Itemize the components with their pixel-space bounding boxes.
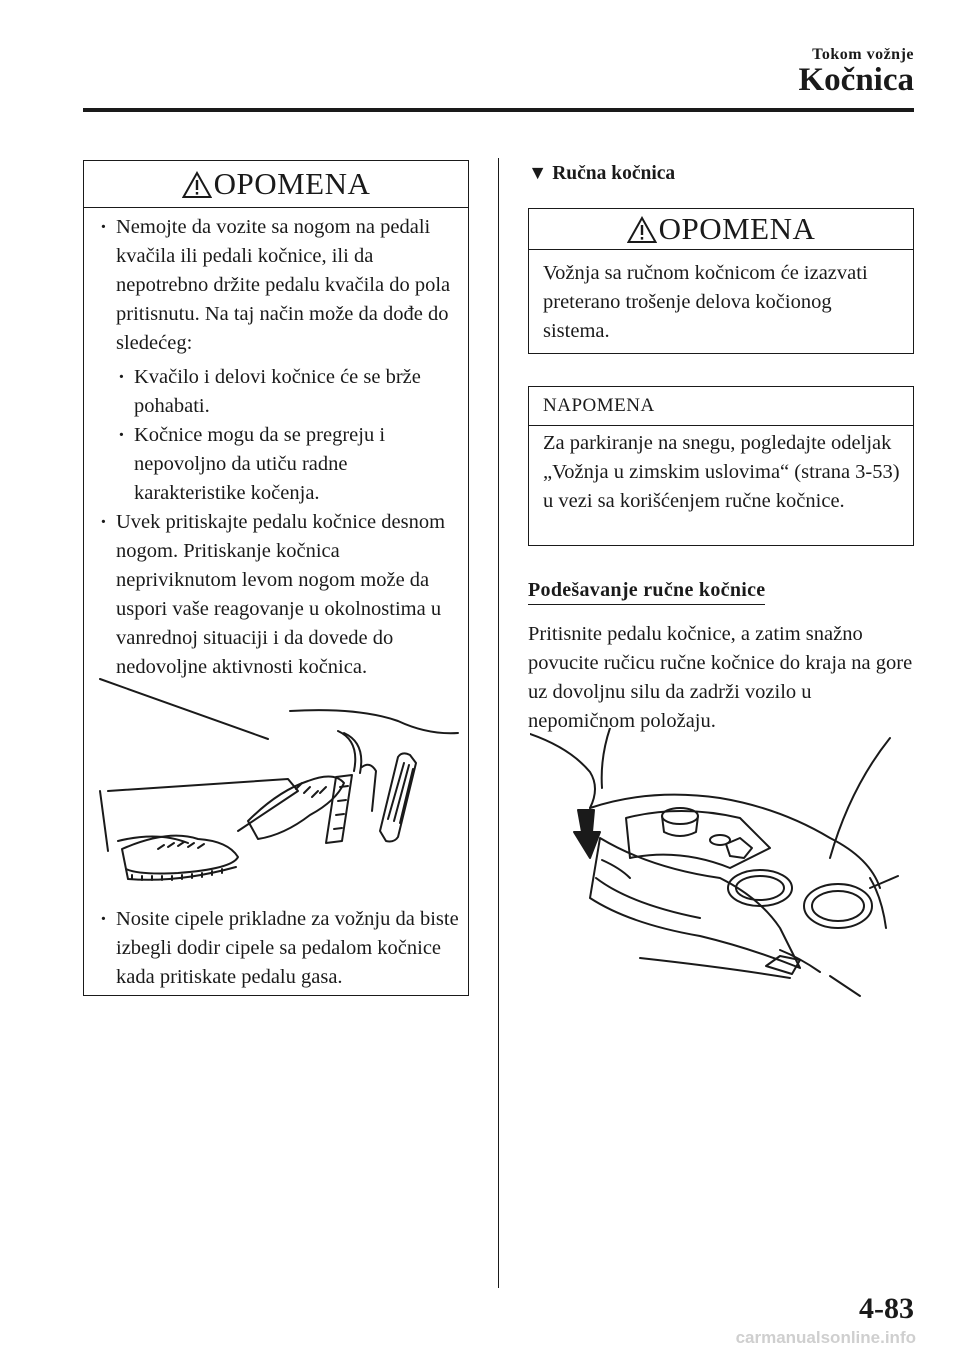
page-number: 4-83 bbox=[859, 1292, 914, 1325]
warning-bullet-3: · Nosite cipele prikladne za vožnju da biste izbegli dodir cipele sa pedalom kočnice kada pritiskate pedalu gasa. bbox=[98, 905, 460, 992]
handbrake-illustration bbox=[530, 728, 920, 1008]
pedal-illustration bbox=[98, 671, 460, 901]
running-header-title: Kočnica bbox=[798, 62, 914, 98]
warning-box-header bbox=[529, 209, 913, 250]
warning-subbullet-1: · Kvačilo i delovi kočnice će se brže pohabati. bbox=[116, 363, 460, 421]
warning-triangle-icon bbox=[182, 171, 212, 199]
subsection-text: Pritisnite pedalu kočnice, a zatim snažno povucite ručicu ručne kočnice do kraja na gore uz dovoljnu silu da zadrži vozilo u nepomičnom položaju. bbox=[528, 623, 913, 732]
note-box bbox=[528, 386, 914, 546]
warning-text: Vožnja sa ručnom kočnicom će izazvati preterano trošenje delova kočionog sistema. bbox=[543, 262, 868, 342]
warning-triangle-icon bbox=[627, 216, 657, 244]
column-divider bbox=[498, 158, 499, 1288]
running-header-section: Tokom vožnje bbox=[812, 46, 914, 63]
warning-title: OPOMENA bbox=[213, 166, 371, 201]
warning-box-handbrake bbox=[528, 208, 914, 354]
note-header: NAPOMENA bbox=[529, 387, 913, 426]
warning-bullet-2: · Uvek pritiskajte pedalu kočnice desnom nogom. Pritiskanje kočnica nepriviknutom levom nogom može da uspori vaše reagovanje u okolnostima u vanrednoj situaciji i da dovede do nedovoljne aktivnosti kočnica. bbox=[98, 508, 460, 682]
warning-title: OPOMENA bbox=[658, 211, 816, 246]
warning-box-pedals bbox=[83, 160, 469, 996]
subsection-title: Podešavanje ručne kočnice bbox=[528, 579, 765, 605]
warning-box-header bbox=[84, 161, 468, 208]
note-text: Za parkiranje na snegu, pogledajte odeljak „Vožnja u zimskim uslovima“ (strana 3-53) u vezi sa korišćenjem ručne kočnice. bbox=[543, 432, 900, 512]
watermark: carmanualsonline.info bbox=[735, 1328, 916, 1347]
section-marker: ▼ bbox=[528, 163, 548, 184]
section-heading bbox=[528, 163, 675, 185]
section-title: Ručna kočnica bbox=[552, 163, 676, 184]
warning-bullet-1: · Nemojte da vozite sa nogom na pedali kvačila ili pedali kočnice, ili da nepotrebno držite pedalu kvačila do pola pritisnutu. Na taj način može da dođe do sledećeg: bbox=[98, 213, 460, 358]
header-rule bbox=[83, 108, 914, 112]
warning-subbullet-2: · Kočnice mogu da se pregreju i nepovoljno da utiču radne karakteristike kočenja. bbox=[116, 421, 460, 508]
